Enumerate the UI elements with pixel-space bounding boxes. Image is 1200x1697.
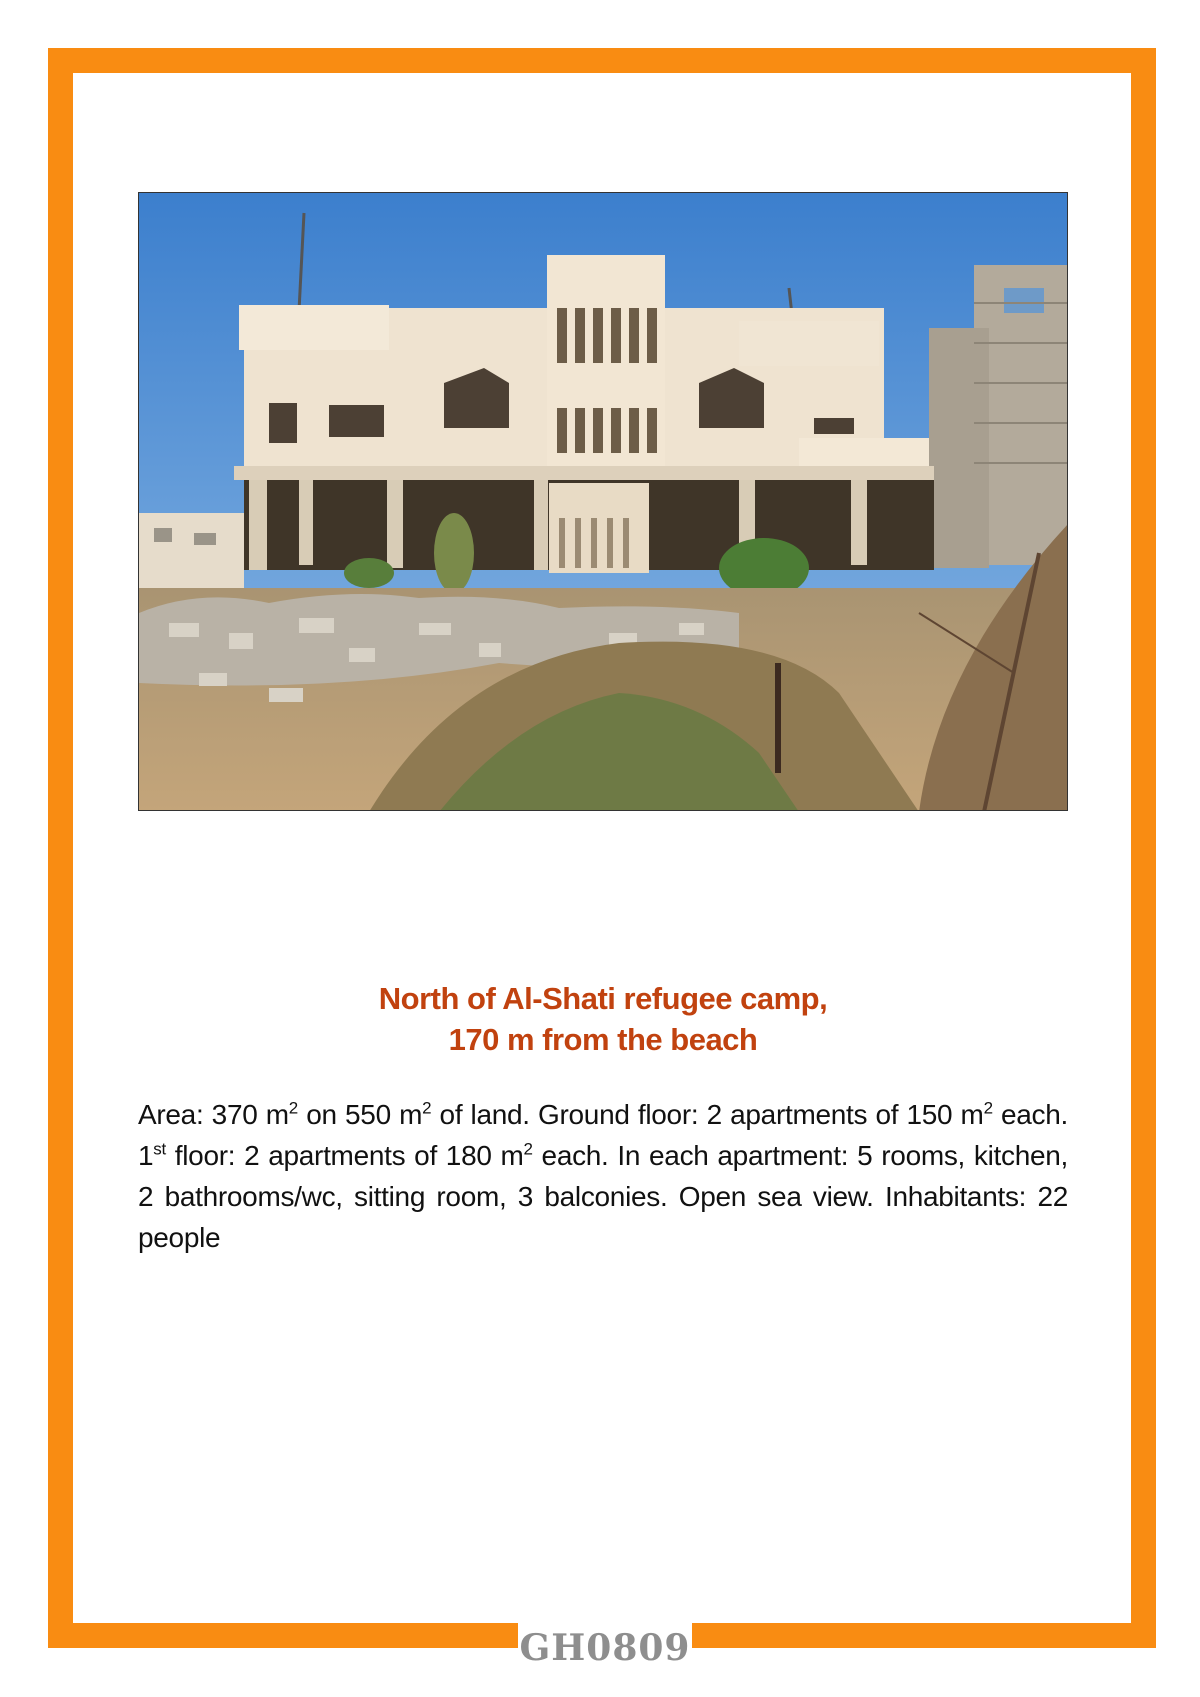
desc-part: on 550 m — [297, 1099, 423, 1130]
heading-line-1: North of Al-Shati refugee camp, — [378, 981, 828, 1016]
property-description — [138, 1094, 1068, 1258]
document-code-box — [518, 1620, 692, 1676]
superscript: 2 — [422, 1098, 432, 1118]
document-code: GH0809 — [519, 1627, 691, 1669]
location-heading — [138, 978, 1068, 1060]
desc-part: Area: 370 m — [138, 1099, 289, 1130]
superscript: 2 — [523, 1139, 533, 1159]
superscript: 2 — [288, 1098, 298, 1118]
superscript: 2 — [983, 1098, 993, 1118]
desc-part: each. In each apartment: 5 rooms, kitchen, 2 bathrooms/wc, sitting room, 3 balconies. Open sea view. Inhabitants: 22 people — [138, 1140, 1069, 1253]
building-photo — [138, 192, 1068, 811]
superscript: st — [153, 1139, 166, 1159]
desc-part: each. 1 — [138, 1099, 1068, 1171]
heading-line-2: 170 m from the beach — [448, 1022, 758, 1057]
desc-part: of land. Ground floor: 2 apartments of 150 m — [431, 1099, 984, 1130]
desc-part: floor: 2 apartments of 180 m — [165, 1140, 524, 1171]
